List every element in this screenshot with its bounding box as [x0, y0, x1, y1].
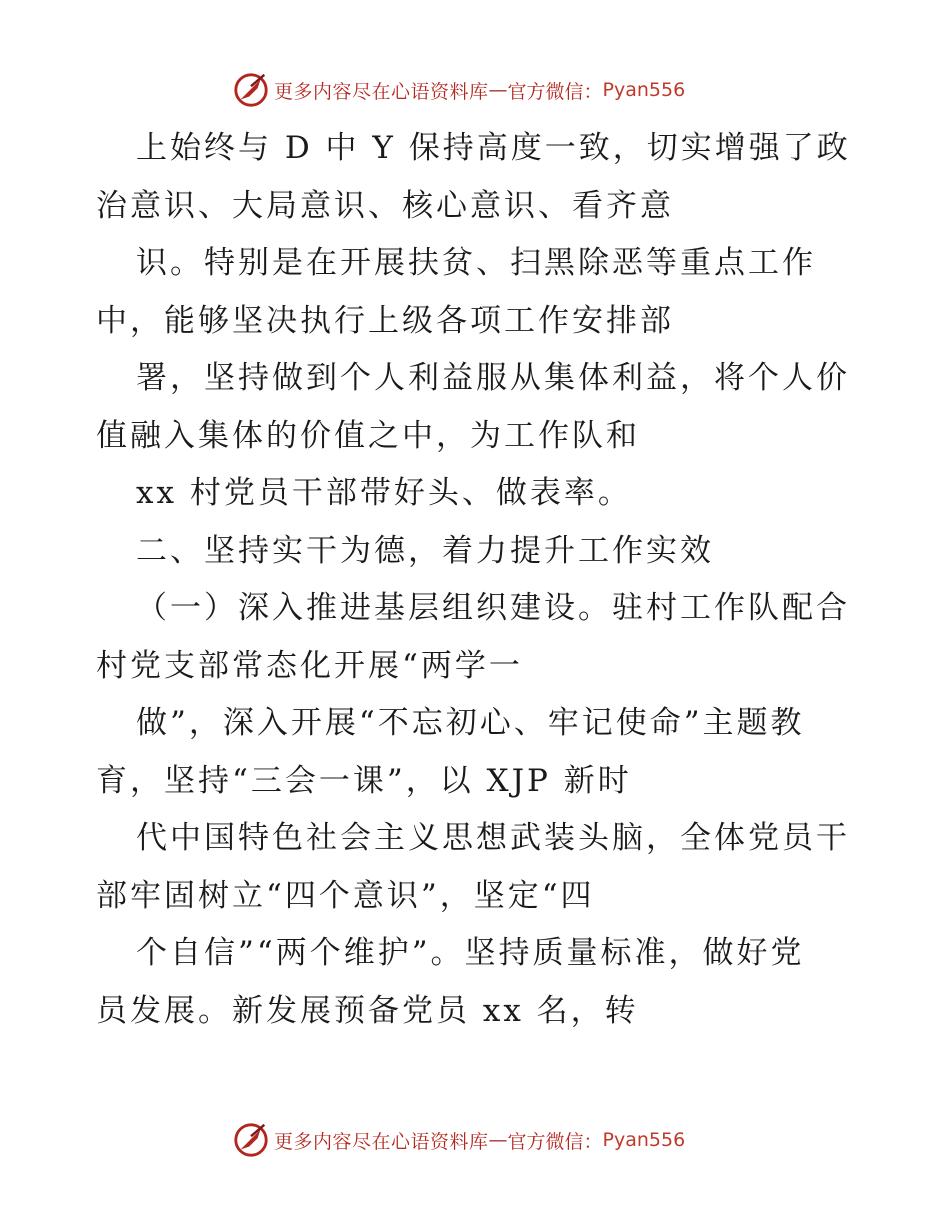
text-line: 中，能够坚决执行上级各项工作安排部	[96, 302, 674, 339]
text-line: 治意识、大局意识、核心意识、看齐意	[96, 187, 674, 224]
text-line: 二、坚持实干为德，着力提升工作实效	[136, 532, 714, 569]
banner-wechat-id: Pyan556	[602, 1129, 686, 1151]
banner-slogan: 更多内容尽在心语资料库	[274, 80, 489, 103]
text-line: 村党支部常态化开展“两学一	[96, 647, 523, 684]
banner-wechat-label: 官方微信：	[507, 1130, 603, 1153]
text-line: 育，坚持“三会一课”，以 XJP 新时	[96, 762, 632, 799]
quill-logo-icon	[232, 1121, 270, 1159]
text-line: 个自信”“两个维护”。坚持质量标准，做好党	[136, 935, 805, 971]
document-body	[96, 120, 876, 1040]
quill-logo-icon	[232, 71, 270, 109]
text-line: 署，坚持做到个人利益服从集体利益，将个人价	[136, 360, 850, 396]
footer-banner	[232, 1120, 685, 1160]
banner-separator: —	[488, 1129, 508, 1151]
text-line: 部牢固树立“四个意识”，坚定“四	[96, 877, 595, 914]
banner-wechat-id: Pyan556	[602, 79, 686, 101]
text-line: 识。特别是在开展扶贫、扫黑除恶等重点工作	[136, 245, 816, 281]
text-line: （一）深入推进基层组织建设。驻村工作队配合	[136, 590, 850, 626]
text-line: 代中国特色社会主义思想武装头脑，全体党员干	[136, 820, 850, 856]
banner-separator: —	[488, 79, 508, 101]
header-banner	[232, 70, 685, 110]
text-line: 员发展。新发展预备党员 xx 名，转	[96, 992, 639, 1029]
banner-wechat-label: 官方微信：	[507, 80, 603, 103]
text-line: 做”，深入开展“不忘初心、牢记使命”主题教	[136, 705, 805, 741]
text-line: 值融入集体的价值之中，为工作队和	[96, 417, 640, 454]
text-line: 上始终与 D 中 Y 保持高度一致，切实增强了政	[136, 130, 851, 166]
text-line: xx 村党员干部带好头、做表率。	[136, 475, 632, 511]
banner-slogan: 更多内容尽在心语资料库	[274, 1130, 489, 1153]
